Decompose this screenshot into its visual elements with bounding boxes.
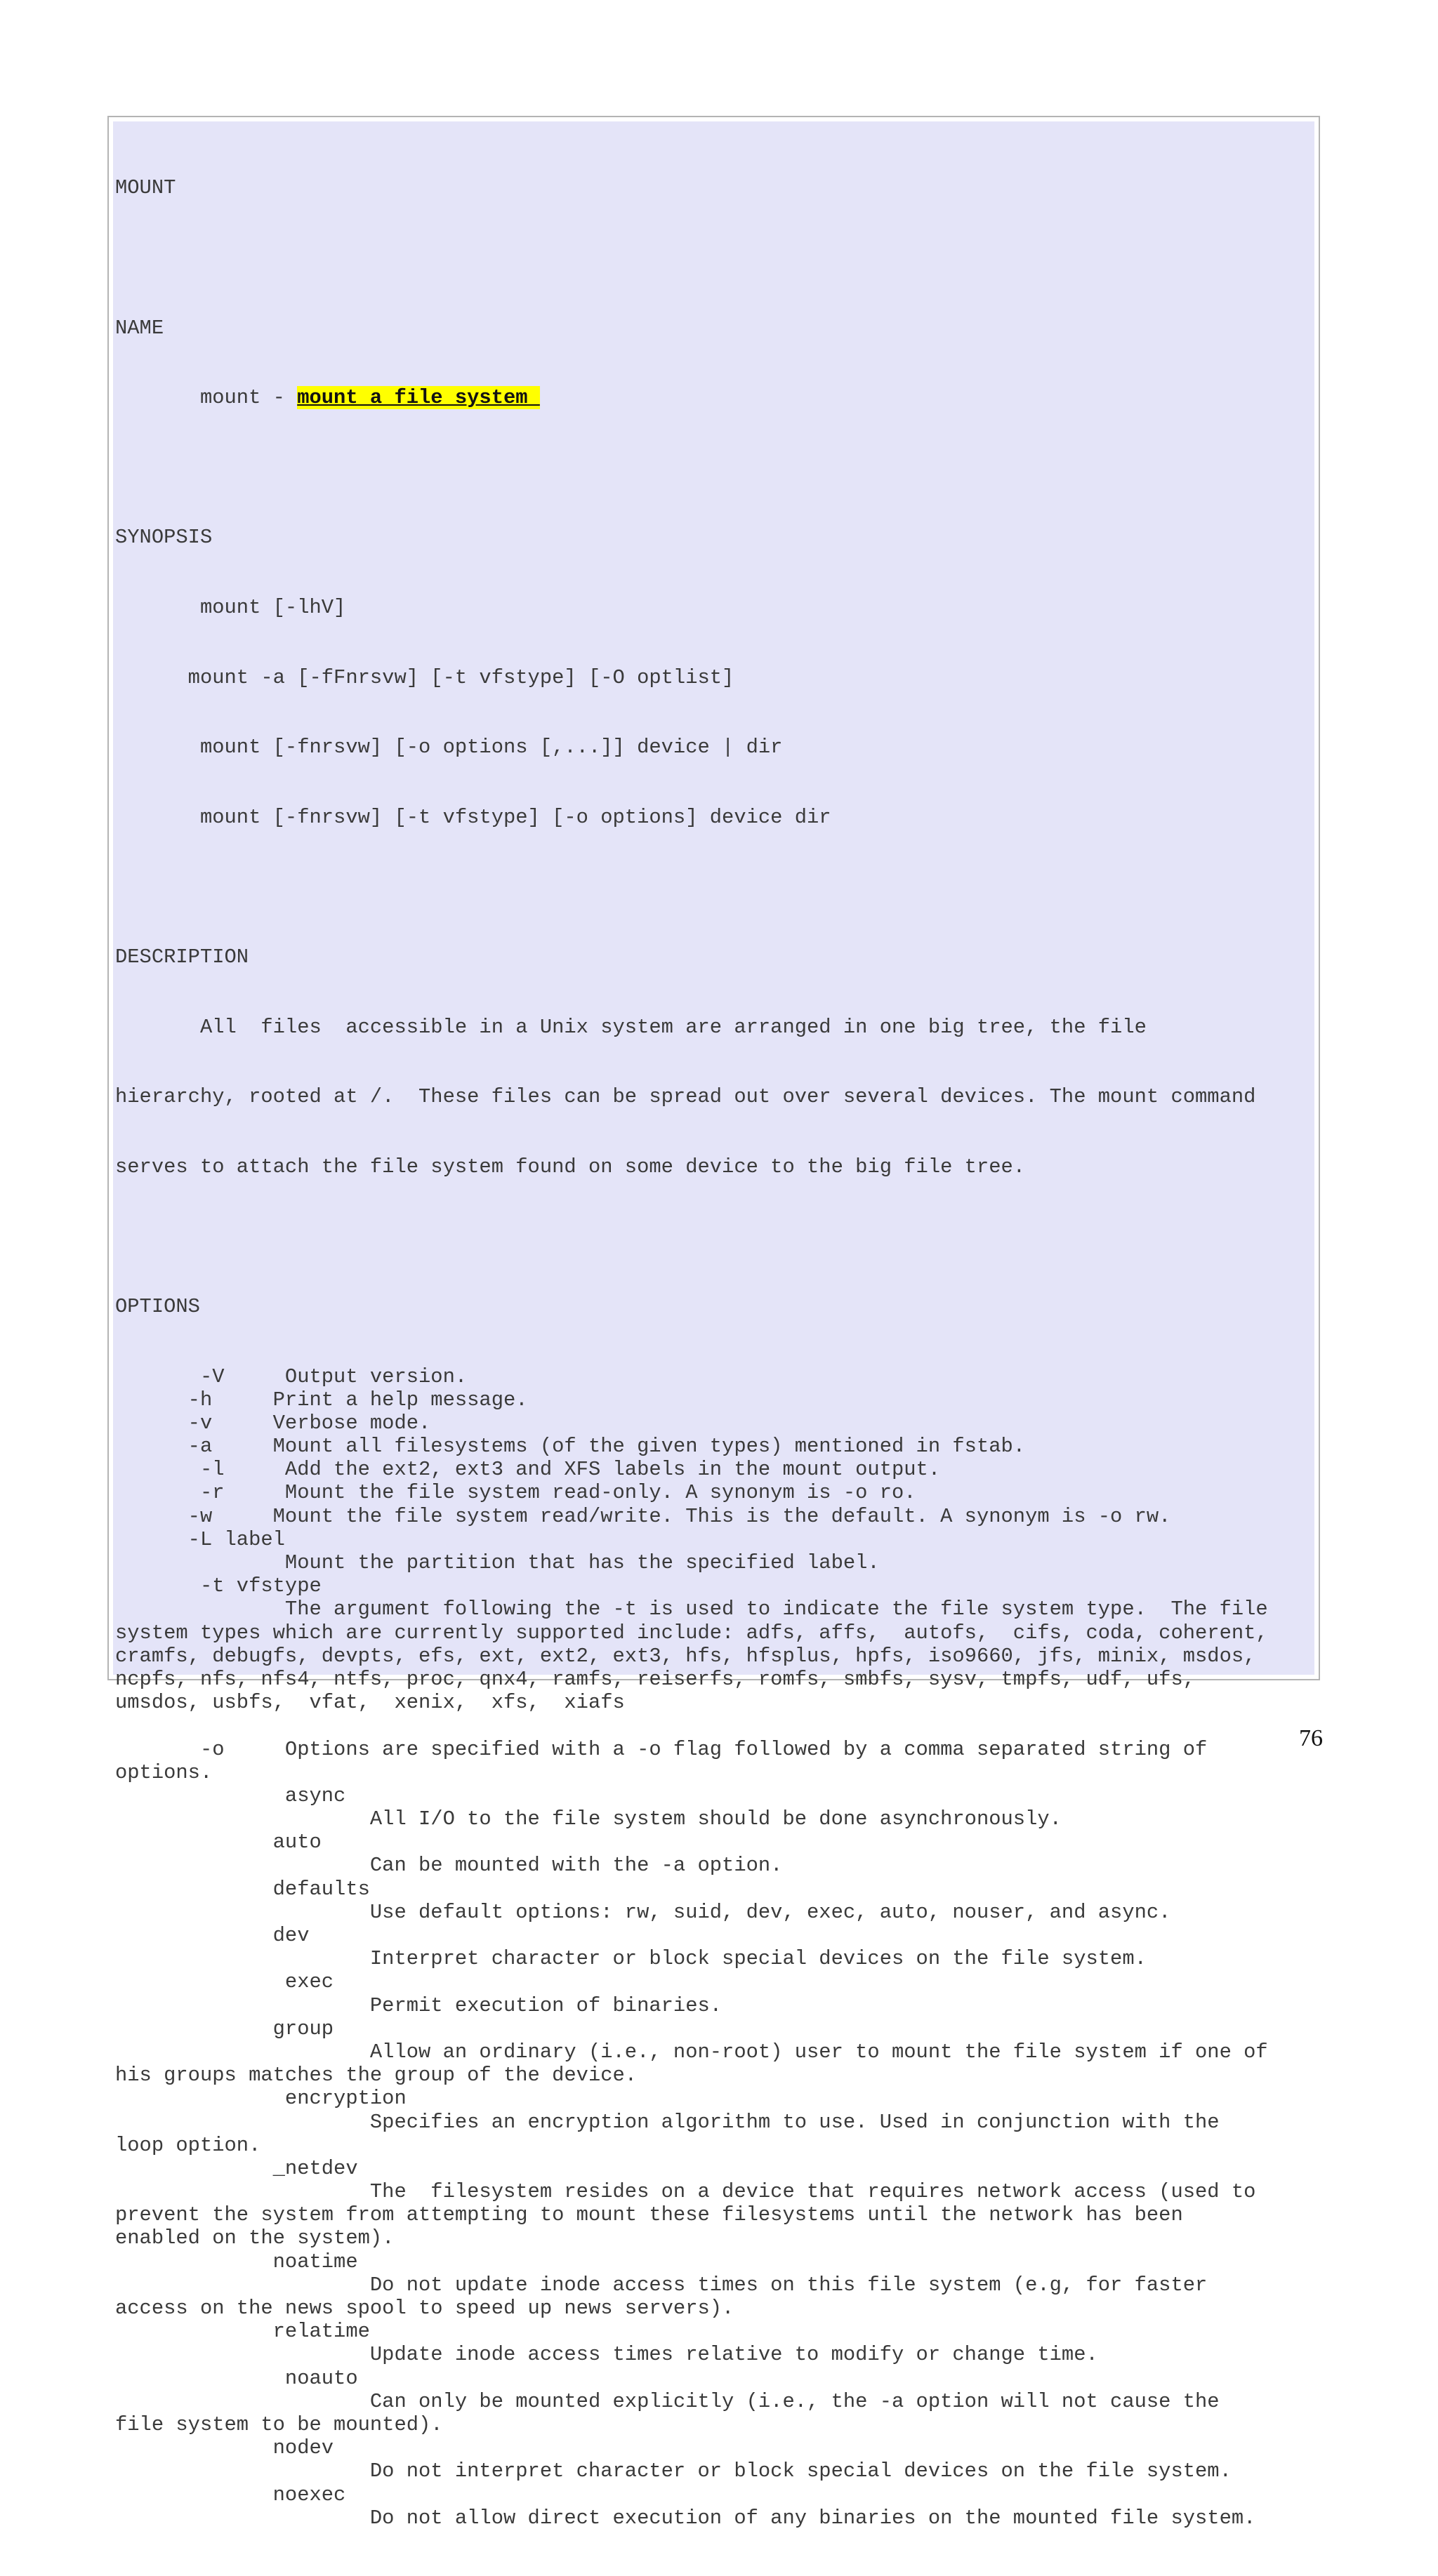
blank-line [115,1225,1314,1248]
option-line: noatime [115,2250,358,2273]
option-line: relatime [115,2320,370,2344]
blank-line [115,246,1314,270]
synopsis-line: mount [-lhV] [115,595,346,619]
option-line: Mount the partition that has the specified label. [115,1551,880,1574]
option-line: The filesystem resides on a device that requires network access (used to [115,2180,1256,2204]
option-line: options. [115,1760,213,1784]
option-line: Use default options: rw, suid, dev, exec, auto, nouser, and async. [115,1900,1171,1924]
option-line: Specifies an encryption algorithm to use. Used in conjunction with the [115,2110,1220,2134]
synopsis-heading: SYNOPSIS [115,526,213,550]
synopsis-line: mount [-fnrsvw] [-t vfstype] [-o options] device dir [115,805,831,829]
option-line: access on the news spool to speed up news servers). [115,2297,734,2320]
option-line: Do not interpret character or block special devices on the file system. [115,2459,1232,2483]
options-list [115,1365,1314,2530]
description-line: hierarchy, rooted at /. These files can be spread out over several devices. The mount command [115,1085,1256,1109]
option-line: Can be mounted with the -a option. [115,1854,783,1878]
option-line [115,1714,1314,1737]
option-line: cramfs, debugfs, devpts, efs, ext, ext2, ext3, hfs, hfsplus, hpfs, iso9660, jfs, minix, msdos, [115,1644,1256,1668]
name-prefix: mount - [115,386,298,410]
option-line: defaults [115,1877,370,1901]
option-line: nodev [115,2436,334,2460]
option-line: loop option. [115,2133,261,2157]
option-line: Do not allow direct execution of any binaries on the mounted file system. [115,2506,1256,2530]
option-line: Permit execution of binaries. [115,1993,723,2017]
description-heading: DESCRIPTION [115,945,249,969]
blank-line [115,875,1314,898]
option-line: async [115,1784,346,1807]
option-line: -v Verbose mode. [115,1411,431,1435]
option-line: Do not update inode access times on this file system (e.g, for faster [115,2273,1208,2297]
manpage-text [115,130,1314,2576]
option-line: All I/O to the file system should be done asynchronously. [115,1807,1062,1831]
option-line: Allow an ordinary (i.e., non-root) user to mount the file system if one of [115,2040,1268,2064]
options-heading: OPTIONS [115,1294,200,1318]
name-highlight: mount a file system [297,386,540,410]
option-line: his groups matches the group of the device. [115,2064,638,2087]
synopsis-line: mount -a [-fFnrsvw] [-t vfstype] [-O optlist] [115,665,734,689]
option-line: ncpfs, nfs, nfs4, ntfs, proc, qnx4, ramfs, reiserfs, romfs, smbfs, sysv, tmpfs, udf, ufs, [115,1667,1196,1691]
option-line: noauto [115,2366,358,2390]
option-line: Can only be mounted explicitly (i.e., the -a option will not cause the [115,2389,1220,2413]
option-line: file system to be mounted). [115,2412,443,2436]
option-line: -V Output version. [115,1365,468,1388]
option-line: exec [115,1970,334,1994]
option-line: -w Mount the file system read/write. This is the default. A synonym is -o rw. [115,1504,1171,1528]
option-line: enabled on the system). [115,2226,395,2250]
description-line: serves to attach the file system found on some device to the big file tree. [115,1155,1026,1179]
option-line: umsdos, usbfs, vfat, xenix, xfs, xiafs [115,1691,625,1715]
option-line: -o Options are specified with a -o flag followed by a comma separated string of [115,1737,1208,1761]
option-line: -L label [115,1527,285,1551]
description-line: All files accessible in a Unix system are arranged in one big tree, the file [115,1015,1147,1039]
option-line: -r Mount the file system read-only. A synonym is -o ro. [115,1481,916,1505]
option-line: -h Print a help message. [115,1388,528,1412]
option-line: system types which are currently supported include: adfs, affs, autofs, cifs, coda, coherent, [115,1621,1268,1645]
page-number: 76 [1299,1725,1323,1751]
option-line: -a Mount all filesystems (of the given types) mentioned in fstab. [115,1435,1026,1459]
name-line [115,386,1314,409]
option-line: encryption [115,2087,407,2111]
option-line: auto [115,1831,322,1854]
option-line: group [115,2017,334,2040]
option-line: prevent the system from attempting to mount these filesystems until the network has been [115,2203,1183,2227]
option-line: dev [115,1924,310,1947]
synopsis-line: mount [-fnrsvw] [-o options [,...]] device | dir [115,736,783,759]
blank-line [115,456,1314,479]
option-line: -l Add the ext2, ext3 and XFS labels in the mount output. [115,1458,941,1482]
option-line: Interpret character or block special devices on the file system. [115,1947,1147,1971]
option-line: noexec [115,2483,346,2507]
option-line: The argument following the -t is used to indicate the file system type. The file [115,1598,1268,1621]
name-heading: NAME [115,316,164,340]
option-line: Update inode access times relative to modify or change time. [115,2343,1098,2367]
manpage-header: MOUNT [115,176,176,200]
option-line: -t vfstype [115,1574,322,1598]
option-line: _netdev [115,2156,358,2180]
